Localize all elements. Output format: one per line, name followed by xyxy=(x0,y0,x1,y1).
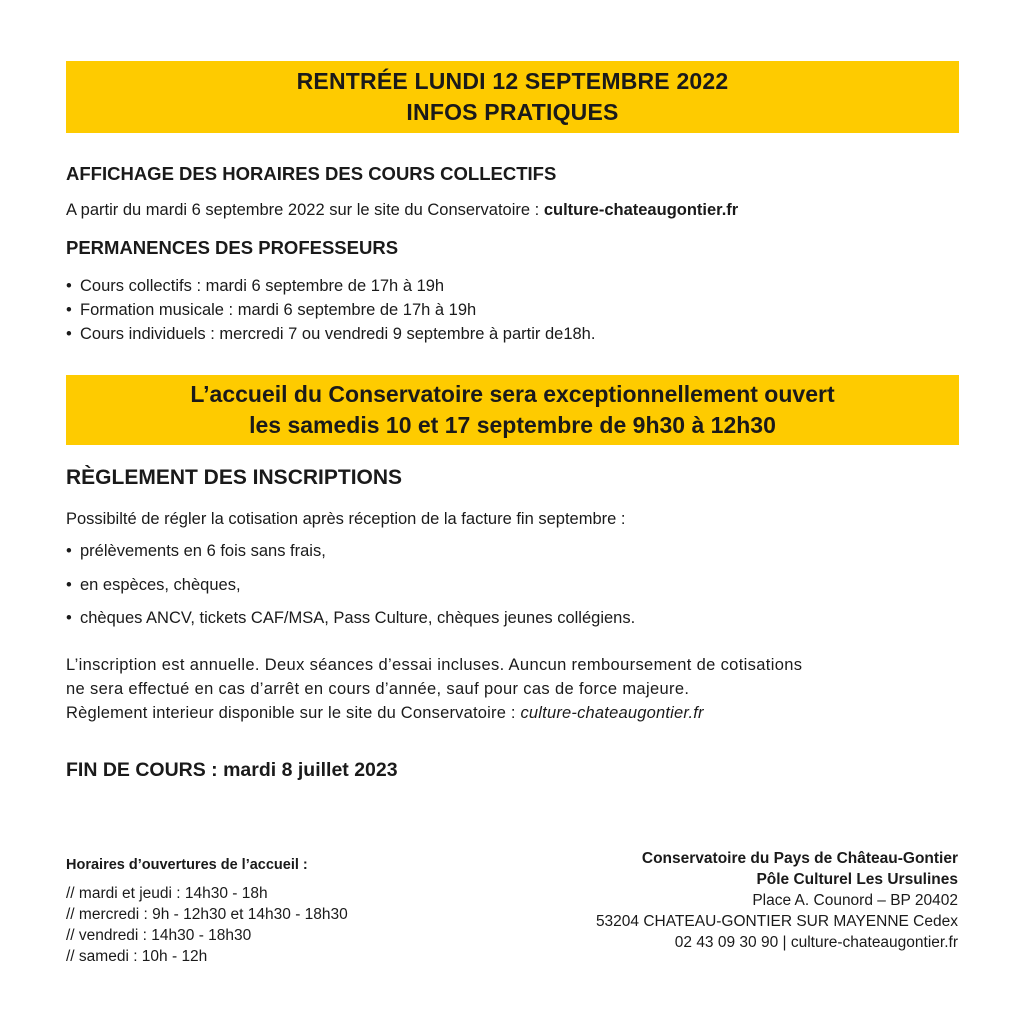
fin-de-cours: FIN DE COURS : mardi 8 juillet 2023 xyxy=(66,759,398,781)
bullet-icon: • xyxy=(66,576,72,594)
horaires-line: // samedi : 10h - 12h xyxy=(66,948,208,965)
bullet-icon: • xyxy=(66,277,72,295)
reglement-heading: RÈGLEMENT DES INSCRIPTIONS xyxy=(66,466,403,489)
banner-rentree-line2: INFOS PRATIQUES xyxy=(406,99,619,125)
bullet-icon: • xyxy=(66,301,72,319)
banner-accueil-line2: les samedis 10 et 17 septembre de 9h30 à 12h30 xyxy=(249,412,776,438)
list-item: • chèques ANCV, tickets CAF/MSA, Pass Culture, chèques jeunes collégiens. xyxy=(66,609,636,627)
banner-rentree-line1: RENTRÉE LUNDI 12 SEPTEMBRE 2022 xyxy=(296,68,729,94)
affichage-heading: AFFICHAGE DES HORAIRES DES COURS COLLECTIFS xyxy=(66,163,557,184)
contact-address2: 53204 CHATEAU-GONTIER SUR MAYENNE Cedex xyxy=(595,913,958,930)
permanences-heading: PERMANENCES DES PROFESSEURS xyxy=(66,237,399,258)
list-item: • Cours collectifs : mardi 6 septembre de 17h à 19h xyxy=(66,274,595,298)
banner-rentree xyxy=(66,61,959,133)
list-item: • en espèces, chèques, xyxy=(66,576,241,594)
reglement-para-line1: L’inscription est annuelle. Deux séances d’essai incluses. Auncun remboursement de cotisations xyxy=(66,656,803,674)
horaires-line: // mercredi : 9h - 12h30 et 14h30 - 18h30 xyxy=(66,906,348,923)
reglement-intro: Possibilté de régler la cotisation après réception de la facture fin septembre : xyxy=(66,510,626,528)
contact-name: Conservatoire du Pays de Château-Gontier xyxy=(641,850,958,867)
list-item: • Formation musicale : mardi 6 septembre de 17h à 19h xyxy=(66,298,595,322)
affichage-text-body: A partir du mardi 6 septembre 2022 sur le site du Conservatoire : xyxy=(66,201,544,219)
horaires-block xyxy=(66,857,348,967)
horaires-line: // mardi et jeudi : 14h30 - 18h xyxy=(66,885,268,902)
reglement-para-line3: Règlement interieur disponible sur le site du Conservatoire : culture-chateaugontier.fr xyxy=(66,704,704,722)
horaires-line: // vendredi : 14h30 - 18h30 xyxy=(66,927,252,944)
list-item: • Cours individuels : mercredi 7 ou vendredi 9 septembre à partir de18h. xyxy=(66,322,595,346)
contact-block xyxy=(596,848,958,953)
affichage-link[interactable]: culture-chateaugontier.fr xyxy=(543,201,739,219)
banner-accueil-line1: L’accueil du Conservatoire sera exceptionnellement ouvert xyxy=(190,381,835,407)
contact-address1: Place A. Counord – BP 20402 xyxy=(752,892,958,909)
contact-pole: Pôle Culturel Les Ursulines xyxy=(756,871,958,888)
reglement-link[interactable]: culture-chateaugontier.fr xyxy=(520,704,704,722)
reglement-para-line2: ne sera effectué en cas d’arrêt en cours d’année, sauf pour cas de force majeure. xyxy=(66,680,690,698)
horaires-title: Horaires d’ouvertures de l’accueil : xyxy=(66,857,308,873)
bullet-icon: • xyxy=(66,609,72,627)
banner-accueil xyxy=(66,375,959,445)
list-item: • prélèvements en 6 fois sans frais, xyxy=(66,542,326,560)
bullet-icon: • xyxy=(66,325,72,343)
permanences-list xyxy=(66,274,595,346)
affichage-text xyxy=(66,201,738,220)
bullet-icon: • xyxy=(66,542,72,560)
contact-phone-web: 02 43 09 30 90 | culture-chateaugontier.fr xyxy=(674,934,958,951)
